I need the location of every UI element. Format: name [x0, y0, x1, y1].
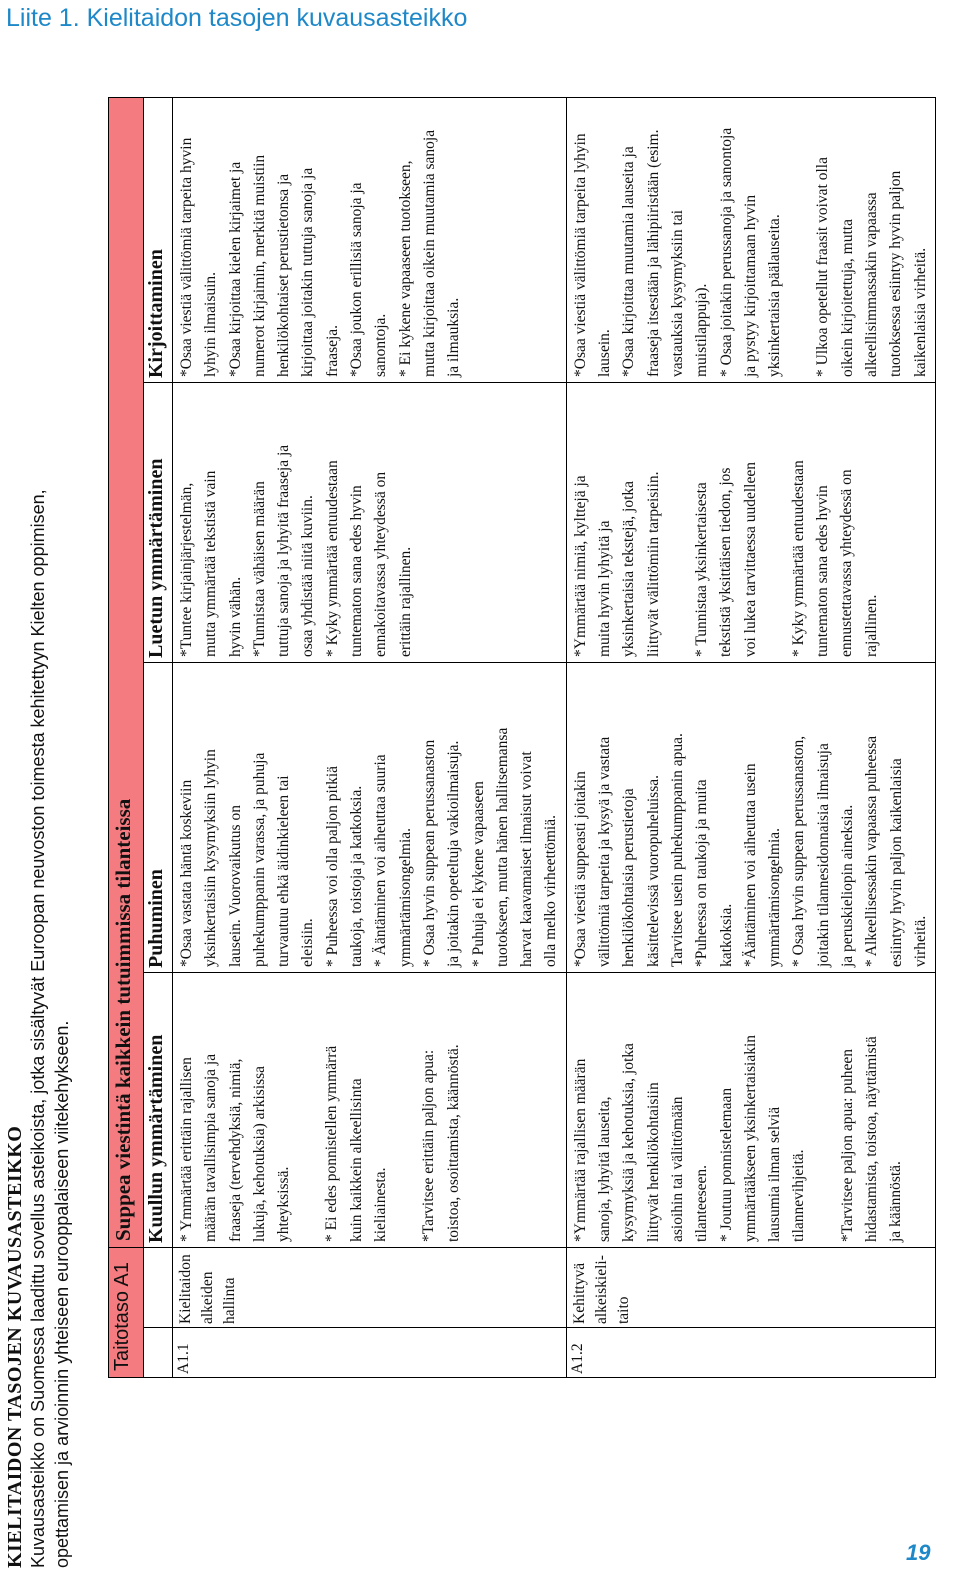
cell-line: sanontoja.	[372, 313, 390, 377]
level-code: A1.1	[173, 1328, 567, 1378]
cell-line: toistoa, osoittamista, käännöstä.	[444, 1044, 462, 1242]
table-row	[566, 97, 935, 1377]
cell-line: * Osaa joitakin perussanoja ja sanontoja	[717, 127, 735, 377]
cell-line: joitakin tilannesidonnaisia ilmaisuja	[814, 743, 832, 967]
cell-line: * Tunnistaa yksinkertaisesta	[692, 482, 710, 657]
column-header-speaking: Puhuminen	[144, 663, 173, 973]
listening-cell	[566, 973, 935, 1248]
cell-line	[666, 388, 690, 657]
cell-line: tilannevihjeitä.	[790, 1149, 808, 1242]
cell-line: * Ääntäminen voi aiheuttaa suuria	[372, 754, 390, 967]
cell-line: ja ilmauksia.	[445, 297, 463, 377]
cell-line: ymmärtämisongelmia.	[396, 827, 414, 967]
cell-line: Tarvitsee usein puhekumppanin apua.	[668, 733, 686, 967]
cell-line: alkeiden	[199, 1271, 216, 1324]
cell-line: *Osaa kirjoittaa kielen kirjaimet ja	[226, 161, 244, 377]
level-description-table	[108, 97, 936, 1378]
cell-line: voi lukea tarvittaessa uudelleen	[741, 462, 759, 657]
cell-line: muistilappuja).	[693, 283, 711, 377]
cell-line: alkeiskieli-	[592, 1255, 610, 1324]
cell-line	[763, 388, 787, 657]
cell-line: tuttuja sanoja ja lyhyitä fraaseja ja	[275, 444, 293, 657]
cell-line: *Osaa kirjoittaa muutamia lauseita ja	[620, 146, 638, 377]
cell-line: yksinkertaisiin kysymyksiin lyhyin	[202, 749, 220, 967]
column-header-writing: Kirjoittaminen	[144, 97, 173, 382]
level-name	[566, 1248, 935, 1328]
cell-line: lausein. Vuorovaikutus on	[226, 805, 244, 967]
cell-line: * Osaa hyvin suppean perussanaston	[420, 739, 438, 967]
cell-line: * Puheessa voi olla paljon pitkiä	[323, 765, 341, 967]
cell-line: eleisiin.	[299, 918, 317, 967]
cell-line: yksinkertaisia tekstejä, jotka	[620, 480, 638, 657]
cell-line: yhteyksissä.	[275, 1166, 293, 1242]
cell-line: vastauksia kysymyksiin tai	[668, 209, 686, 377]
cell-line: kysymyksiä ja kehotuksia, jotka	[620, 1043, 638, 1242]
cell-line: * Kyky ymmärtää entuudestaan	[789, 460, 807, 657]
cell-line: *Tarvitsee erittäin paljon apua:	[420, 1049, 438, 1242]
cell-line: tuotoksessa esiintyy hyvin paljon	[887, 170, 905, 377]
cell-line: alkeellisimmassakin vapaassa	[863, 192, 881, 377]
cell-line: puhekumppanin varassa, ja puhuja	[250, 752, 268, 967]
cell-line: * Ymmärtää erittäin rajallisen	[178, 1057, 195, 1242]
cell-line: *Osaa viestiä suppeasti joitakin	[571, 771, 589, 967]
column-header-reading: Luetun ymmärtäminen	[144, 383, 173, 663]
column-header-listening: Kuullun ymmärtäminen	[144, 973, 173, 1248]
cell-line: katkoksia.	[717, 903, 735, 967]
listening-cell	[173, 973, 567, 1248]
header-empty-name	[144, 1248, 173, 1328]
cell-line: kieliainesta.	[372, 1167, 390, 1242]
cell-line: lausein.	[596, 329, 614, 377]
cell-line: *Osaa viestiä välittömiä tarpeita hyvin	[178, 137, 195, 377]
writing-cell	[566, 97, 935, 382]
cell-line: liittyvät henkilökohtaisiin	[644, 1082, 662, 1242]
cell-line: ja peruskieliopin aineksia.	[839, 804, 857, 967]
cell-line: ja käännöstä.	[887, 1161, 905, 1242]
cell-line: ymmärtääkseen yksinkertaisiakin	[741, 1034, 759, 1242]
cell-line: olla melko virheettömiä.	[542, 815, 560, 967]
cell-line: Kielitaidon	[177, 1254, 194, 1324]
band-description: Suppea viestintä kaikkein tutuimmissa tilanteissa	[109, 97, 144, 1247]
cell-line: *Puheessa on taukoja ja muita	[693, 779, 711, 967]
intro-line-2: opettamisen ja arvioinnin yhteiseen eurooppalaiseen viitekehykseen.	[52, 1020, 72, 1568]
cell-line: hidastamista, toistoa, näyttämistä	[863, 1036, 881, 1242]
cell-line: kuin kaikkein alkeellisinta	[347, 1078, 365, 1242]
rotated-page-content	[4, 18, 944, 1568]
cell-line: *Osaa vastata häntä koskeviin	[178, 779, 195, 967]
cell-line: mutta kirjoittaa oikein muutamia sanoja	[420, 129, 438, 377]
cell-line	[393, 978, 417, 1242]
cell-line: tilanteeseen.	[693, 1164, 711, 1242]
cell-line: *Ääntäminen voi aiheuttaa usein	[741, 763, 759, 967]
cell-line: hallinta	[221, 1277, 238, 1324]
cell-line: tuotokseen, mutta hänen hallitsemansa	[493, 727, 511, 967]
cell-line: osaa yhdistää niitä kuviin.	[299, 495, 317, 657]
cell-line: lukuja, kehotuksia) arkisissa	[250, 1065, 268, 1242]
cell-line: turvautuu ehkä äidinkieleen tai	[275, 775, 293, 967]
cell-line: * Joutuu ponnistelemaan	[717, 1087, 735, 1242]
level-code: A1.2	[566, 1328, 935, 1378]
cell-line: numerot kirjaimin, merkitä muistiin	[250, 154, 268, 377]
cell-line: *Ymmärtää nimiä, kylttejä ja	[571, 475, 589, 657]
cell-line: fraaseja.	[323, 324, 341, 377]
cell-line: Kehittyvä	[570, 1262, 588, 1324]
reading-cell	[566, 383, 935, 663]
cell-line: ymmärtämisongelmia.	[766, 827, 784, 967]
cell-line: * Ei edes ponnistellen ymmärrä	[323, 1045, 341, 1242]
cell-line: henkilökohtaisia perustietoja	[620, 788, 638, 967]
cell-line: taukoja, toistoja ja katkoksia.	[348, 785, 366, 967]
cell-line: lausumia ilman selviä	[766, 1106, 784, 1242]
cell-line: kirjoittaa joitakin tuttuja sanoja ja	[299, 167, 317, 377]
cell-line: *Ymmärtää rajallisen määrän	[571, 1058, 589, 1242]
appendix-title: Liite 1. Kielitaidon tasojen kuvausasteikko	[6, 4, 468, 32]
cell-line: ennustettavassa yhteydessä on	[838, 469, 856, 657]
writing-cell	[173, 97, 567, 382]
cell-line: fraaseja itsestään ja lähipiiristään (esim.	[644, 129, 662, 377]
band-level-label: Taitotaso A1	[109, 1248, 144, 1378]
cell-line: harvat kaavamaiset ilmaisut voivat	[518, 751, 536, 967]
cell-line: *Tarvitsee paljon apua: puheen	[838, 1048, 856, 1242]
cell-line: * Ulkoa opetellut fraasit voivat olla	[814, 157, 832, 377]
cell-line: sanoja, lyhyitä lauseita,	[596, 1096, 614, 1242]
cell-line: ja joitakin opeteltuja vakioilmaisuja.	[445, 740, 463, 967]
cell-line: tuntematon sana edes hyvin	[814, 485, 832, 657]
cell-line: muita hyvin lyhyitä ja	[596, 520, 614, 657]
cell-line	[787, 103, 811, 377]
level-name	[173, 1248, 567, 1328]
cell-line: esiintyy hyvin paljon kaikenlaisia	[887, 758, 905, 967]
cell-line	[812, 978, 836, 1242]
cell-line: *Osaa viestiä välittömiä tarpeita lyhyin	[571, 133, 589, 377]
cell-line: erittäin rajallinen.	[396, 546, 414, 657]
cell-line: käsittelevissä vuoropuheluissa.	[644, 775, 662, 967]
table-row	[173, 97, 567, 1377]
cell-line: * Kyky ymmärtää entuudestaan	[323, 460, 341, 657]
cell-line	[296, 978, 320, 1242]
cell-line: mutta ymmärtää tekstistä vain	[202, 470, 220, 657]
intro-section	[4, 18, 74, 1568]
cell-line: *Tunnistaa vähäisen määrän	[250, 481, 268, 657]
cell-line: * Alkeellisessakin vapaassa puheessa	[863, 735, 881, 967]
cell-line: lyhyin ilmaisuin.	[202, 271, 220, 377]
page-number: 19	[906, 1540, 931, 1565]
cell-line: tekstistä yksittäisen tiedon, jos	[717, 467, 735, 657]
cell-line: henkilökohtaiset perustietonsa ja	[275, 173, 293, 377]
cell-line: rajallinen.	[862, 594, 880, 657]
cell-line: asioihin tai välittömään	[668, 1096, 686, 1242]
speaking-cell	[173, 663, 567, 973]
cell-line: välittömiä tarpeita ja kysyä ja vastata	[596, 736, 614, 967]
cell-line: * Puhuja ei kykene vapaaseen	[469, 781, 487, 967]
cell-line: määrän tavallisimpia sanoja ja	[202, 1053, 220, 1242]
cell-line: yksinkertaisia päälauseita.	[766, 214, 784, 377]
cell-line: liittyvät välittömiin tarpeisiin.	[644, 471, 662, 657]
cell-line: *Osaa joukon erillisiä sanoja ja	[348, 182, 366, 377]
intro-line-1: Kuvausasteikko on Suomessa laadittu sovellus asteikoista, jotka sisältyvät Euroopan neuvoston toimesta kehitettyyn Kielten oppimisen,	[28, 489, 48, 1568]
speaking-cell	[566, 663, 935, 973]
cell-line: *Tuntee kirjainjärjestelmän,	[178, 482, 195, 657]
cell-line: tuntematon sana edes hyvin	[348, 485, 366, 657]
cell-line: hyvin vähän.	[226, 576, 244, 657]
cell-line: kaikenlaisia virheitä.	[911, 247, 929, 377]
cell-line: * Ei kykene vapaaseen tuotokseen,	[396, 160, 414, 377]
cell-line: ja pystyy kirjoittamaan hyvin	[741, 194, 759, 377]
intro-title: KIELITAIDON TASOJEN KUVAUSASTEIKKO	[4, 1125, 26, 1568]
cell-line: oikein kirjoitettuja, mutta	[838, 219, 856, 377]
cell-line: taito	[614, 1296, 632, 1324]
reading-cell	[173, 383, 567, 663]
cell-line: virheitä.	[911, 915, 929, 967]
cell-line: fraaseja (tervehdyksiä, nimiä,	[226, 1058, 244, 1242]
table-band-row	[109, 97, 144, 1377]
table-header-row	[144, 97, 173, 1377]
cell-line: ennakoitavassa yhteydessä on	[372, 471, 390, 657]
header-empty-level	[144, 1328, 173, 1378]
cell-line: * Osaa hyvin suppean perussanaston,	[790, 735, 808, 967]
